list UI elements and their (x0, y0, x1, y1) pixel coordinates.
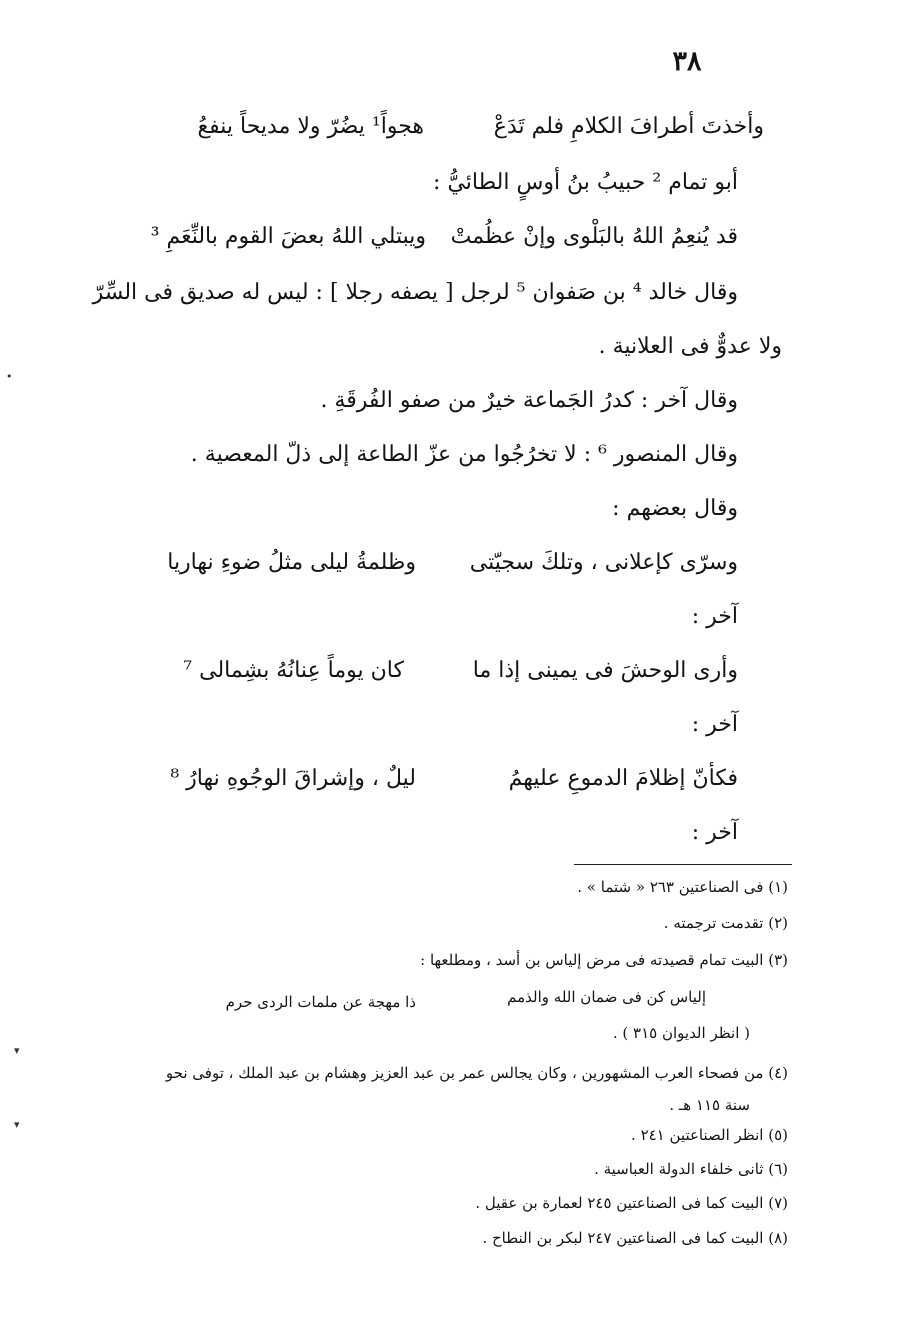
page-number: ٣٨ (672, 46, 702, 77)
scan-speck: • (6, 370, 13, 383)
verse-1-second-hemistich: هجواً¹ يضُرّ ولا مديحاً ينفعُ (197, 114, 424, 139)
footnote-3-reference: ( انظر الديوان ٣١٥ ) . (612, 1024, 750, 1042)
verse-2-second-hemistich: ويبتلي اللهُ بعضَ القوم بالنِّعَمِ ³ (150, 224, 426, 249)
label-another-1: آخر : (691, 604, 738, 629)
footnote-5: (٥) انظر الصناعتين ٢٤١ . (631, 1126, 788, 1144)
saying-khalid-line-2: ولا عدوٌّ فى العلانية . (598, 334, 782, 359)
label-another-3: آخر : (691, 820, 738, 845)
verse-5-first-hemistich: فكأنّ إظلامَ الدموعِ عليهمُ (508, 766, 738, 791)
verse-5-second-hemistich: ليلٌ ، وإشراقَ الوجُوهِ نهارُ ⁸ (170, 766, 416, 791)
scan-speck: ▾ (14, 1044, 20, 1057)
attribution-abu-tammam: أبو تمام ² حبيبُ بنُ أوسٍ الطائيُّ : (433, 170, 738, 195)
label-another-2: آخر : (691, 712, 738, 737)
saying-another: وقال آخر : كدرُ الجَماعة خيرٌ من صفو الفُرقَةِ . (320, 388, 738, 413)
saying-some-label: وقال بعضهم : (612, 496, 738, 521)
saying-khalid-line-1: وقال خالد ⁴ بن صَفوان ⁵ لرجل [ يصفه رجلا ] : ليس له صديق فى السِّرّ (92, 280, 738, 305)
footnote-7: (٧) البيت كما فى الصناعتين ٢٤٥ لعمارة بن عقيل . (475, 1194, 788, 1212)
footnote-3-verse-second: ذا مهجة عن ملمات الردى حرم (225, 993, 416, 1011)
footnote-4-line-2: سنة ١١٥ هـ . (669, 1096, 750, 1114)
footnote-1: (١) فى الصناعتين ٢٦٣ « شتما » . (577, 878, 788, 896)
footnote-3: (٣) البيت تمام قصيدته فى مرض إلياس بن أسد ، ومطلعها : (420, 951, 788, 969)
verse-1-first-hemistich: وأخذتَ أطرافَ الكلامِ فلم تَدَعْ (493, 114, 764, 139)
footnote-6: (٦) ثانى خلفاء الدولة العباسية . (594, 1160, 788, 1178)
scan-speck: ▾ (14, 1118, 20, 1131)
footnote-separator (574, 864, 792, 865)
saying-al-mansur: وقال المنصور ⁶ : لا تخرُجُوا من عزّ الطاعة إلى ذلّ المعصية . (190, 442, 738, 467)
verse-3-first-hemistich: وسرّى كإعلانى ، وتلكَ سجيّتى (469, 550, 738, 575)
verse-4-first-hemistich: وأرى الوحشَ فى يمينى إذا ما (472, 658, 738, 683)
footnote-4-line-1: (٤) من فصحاء العرب المشهورين ، وكان يجالس عمر بن عبد العزيز وهشام بن عبد الملك ، توفى نحو (165, 1064, 788, 1082)
verse-4-second-hemistich: كان يوماً عِنانُهُ بشِمالى ⁷ (183, 658, 404, 683)
footnote-3-verse-first: إلياس كن فى ضمان الله والذمم (507, 988, 706, 1006)
verse-3-second-hemistich: وظلمةُ ليلى مثلُ ضوءِ نهاريا (167, 550, 416, 575)
footnote-2: (٢) تقدمت ترجمته . (663, 914, 788, 932)
footnote-8: (٨) البيت كما فى الصناعتين ٢٤٧ لبكر بن النطاح . (482, 1229, 788, 1247)
verse-2-first-hemistich: قد يُنعِمُ اللهُ بالبَلْوى وإنْ عظُمتْ (450, 224, 738, 249)
